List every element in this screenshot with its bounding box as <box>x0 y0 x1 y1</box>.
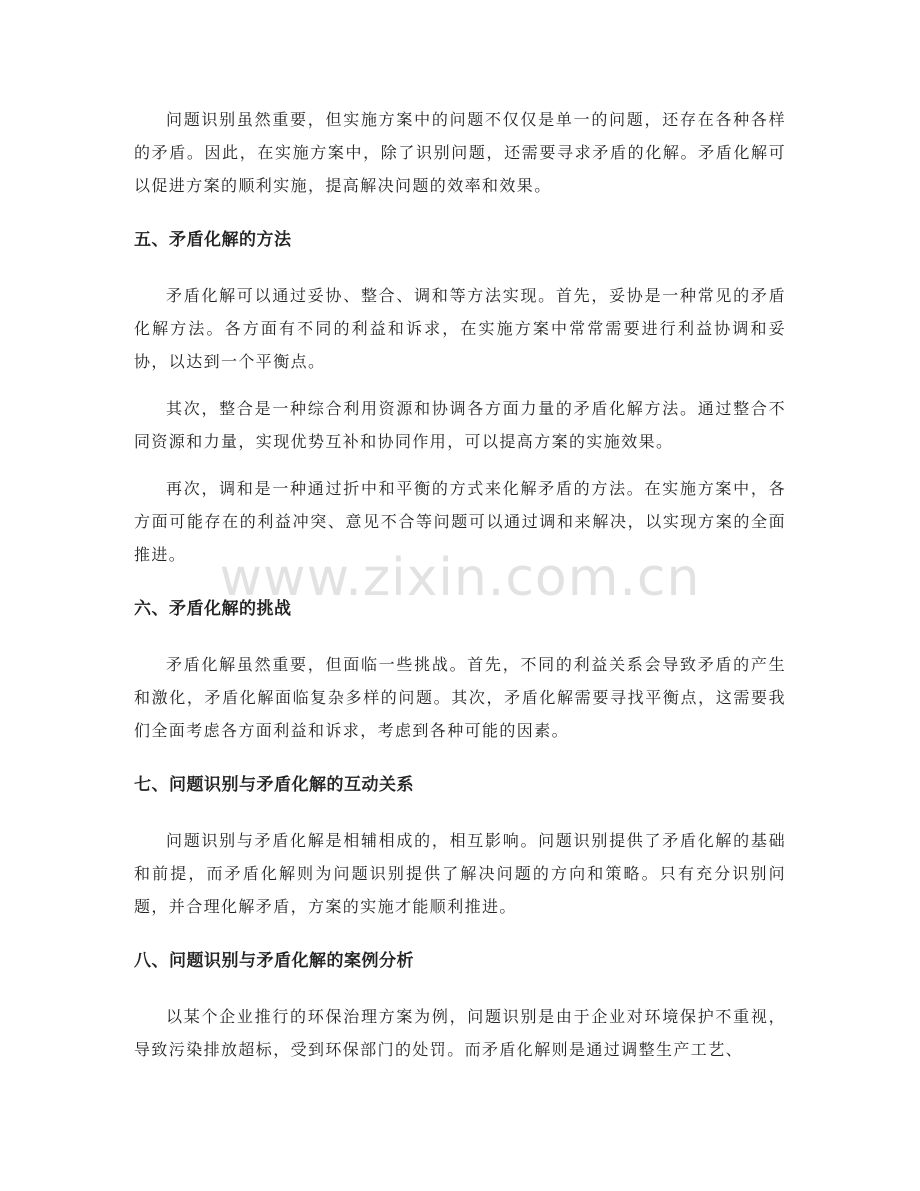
heading-section-5: 五、矛盾化解的方法 <box>134 230 292 250</box>
paragraph-section-5-3: 再次，调和是一种通过折中和平衡的方式来化解矛盾的方法。在实施方案中，各方面可能存在的利益冲突、意见不合等问题可以通过调和来解决，以实现方案的全面推进。 <box>134 479 786 564</box>
heading-section-8: 八、问题识别与矛盾化解的案例分析 <box>134 951 414 971</box>
document-body <box>134 103 786 1066</box>
heading-section-7: 七、问题识别与矛盾化解的互动关系 <box>134 775 414 795</box>
watermark-text: www.zixin.com.cn <box>219 548 701 608</box>
paragraph-intro: 问题识别虽然重要，但实施方案中的问题不仅仅是单一的问题，还存在各种各样的矛盾。因此，在实施方案中，除了识别问题，还需要寻求矛盾的化解。矛盾化解可以促进方案的顺利实施，提高解决问题的效率和效果。 <box>134 110 786 195</box>
paragraph-section-7-1: 问题识别与矛盾化解是相辅相成的，相互影响。问题识别提供了矛盾化解的基础和前提，而矛盾化解则为问题识别提供了解决问题的方向和策略。只有充分识别问题，并合理化解矛盾，方案的实施才能顺利推进。 <box>134 831 786 916</box>
paragraph-section-6-1: 矛盾化解虽然重要，但面临一些挑战。首先，不同的利益关系会导致矛盾的产生和激化，矛盾化解面临复杂多样的问题。其次，矛盾化解需要寻找平衡点，这需要我们全面考虑各方面利益和诉求，考虑到各种可能的因素。 <box>134 655 786 740</box>
heading-section-6: 六、矛盾化解的挑战 <box>134 599 292 619</box>
paragraph-section-8-1: 以某个企业推行的环保治理方案为例，问题识别是由于企业对环境保护不重视，导致污染排放超标，受到环保部门的处罚。而矛盾化解则是通过调整生产工艺、 <box>134 1007 786 1059</box>
paragraph-section-5-2: 其次，整合是一种综合利用资源和协调各方面力量的矛盾化解方法。通过整合不同资源和力量，实现优势互补和协同作用，可以提高方案的实施效果。 <box>134 399 786 451</box>
paragraph-section-5-1: 矛盾化解可以通过妥协、整合、调和等方法实现。首先，妥协是一种常见的矛盾化解方法。各方面有不同的利益和诉求，在实施方案中常常需要进行利益协调和妥协，以达到一个平衡点。 <box>134 286 786 371</box>
